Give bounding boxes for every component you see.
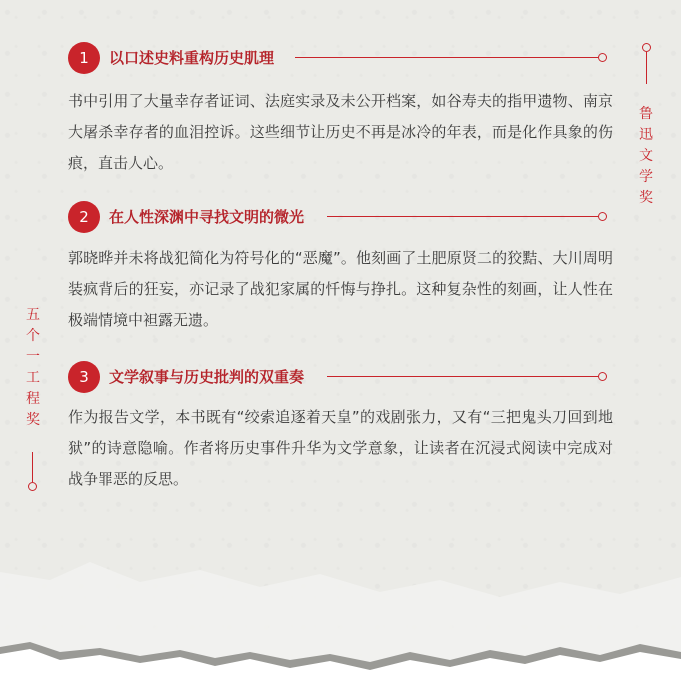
section-body: 郭晓晔并未将战犯简化为符号化的“恶魔”。他刻画了土肥原贤二的狡黠、大川周明装疯背后的狂妄，亦记录了战犯家属的忏悔与挣扎。这种复杂性的刻画，让人性在极端情境中袒露无遗。 (68, 249, 613, 329)
heading-rule (327, 376, 598, 377)
right-top-dot (642, 43, 651, 52)
section-heading-2 (68, 201, 613, 233)
section-body: 书中引用了大量幸存者证词、法庭实录及未公开档案，如谷寿夫的指甲遗物、南京大屠杀幸存者的血泪控诉。这些细节让历史不再是冰冷的年表，而是化作具象的伤痕，直击人心。 (68, 92, 613, 172)
section-title: 在人性深渊中寻找文明的微光 (109, 208, 305, 226)
section-title: 文学叙事与历史批判的双重奏 (109, 368, 305, 386)
section-body: 作为报告文学，本书既有“绞索追逐着天皇”的戏剧张力，又有“三把鬼头刀回到地狱”的诗意隐喻。作者将历史事件升华为文学意象，让读者在沉浸式阅读中完成对战争罪恶的反思。 (68, 408, 613, 488)
heading-rule (295, 57, 598, 58)
left-vertical-rule (32, 452, 33, 482)
heading-rule-end-dot (598, 372, 607, 381)
left-bottom-dot (28, 482, 37, 491)
section-number-badge: 1 (68, 42, 100, 74)
section-number-badge: 2 (68, 201, 100, 233)
heading-rule-end-dot (598, 53, 607, 62)
section-heading-1 (68, 42, 613, 74)
right-vertical-rule (646, 52, 647, 84)
heading-rule-end-dot (598, 212, 607, 221)
torn-paper-edge (0, 552, 681, 692)
section-heading-3 (68, 361, 613, 393)
right-vertical-title: 鲁迅文学奖 (639, 106, 653, 206)
section-title: 以口述史料重构历史肌理 (109, 49, 275, 67)
heading-rule (327, 216, 598, 217)
section-number-badge: 3 (68, 361, 100, 393)
left-vertical-title: 五个一工程奖 (26, 307, 40, 428)
